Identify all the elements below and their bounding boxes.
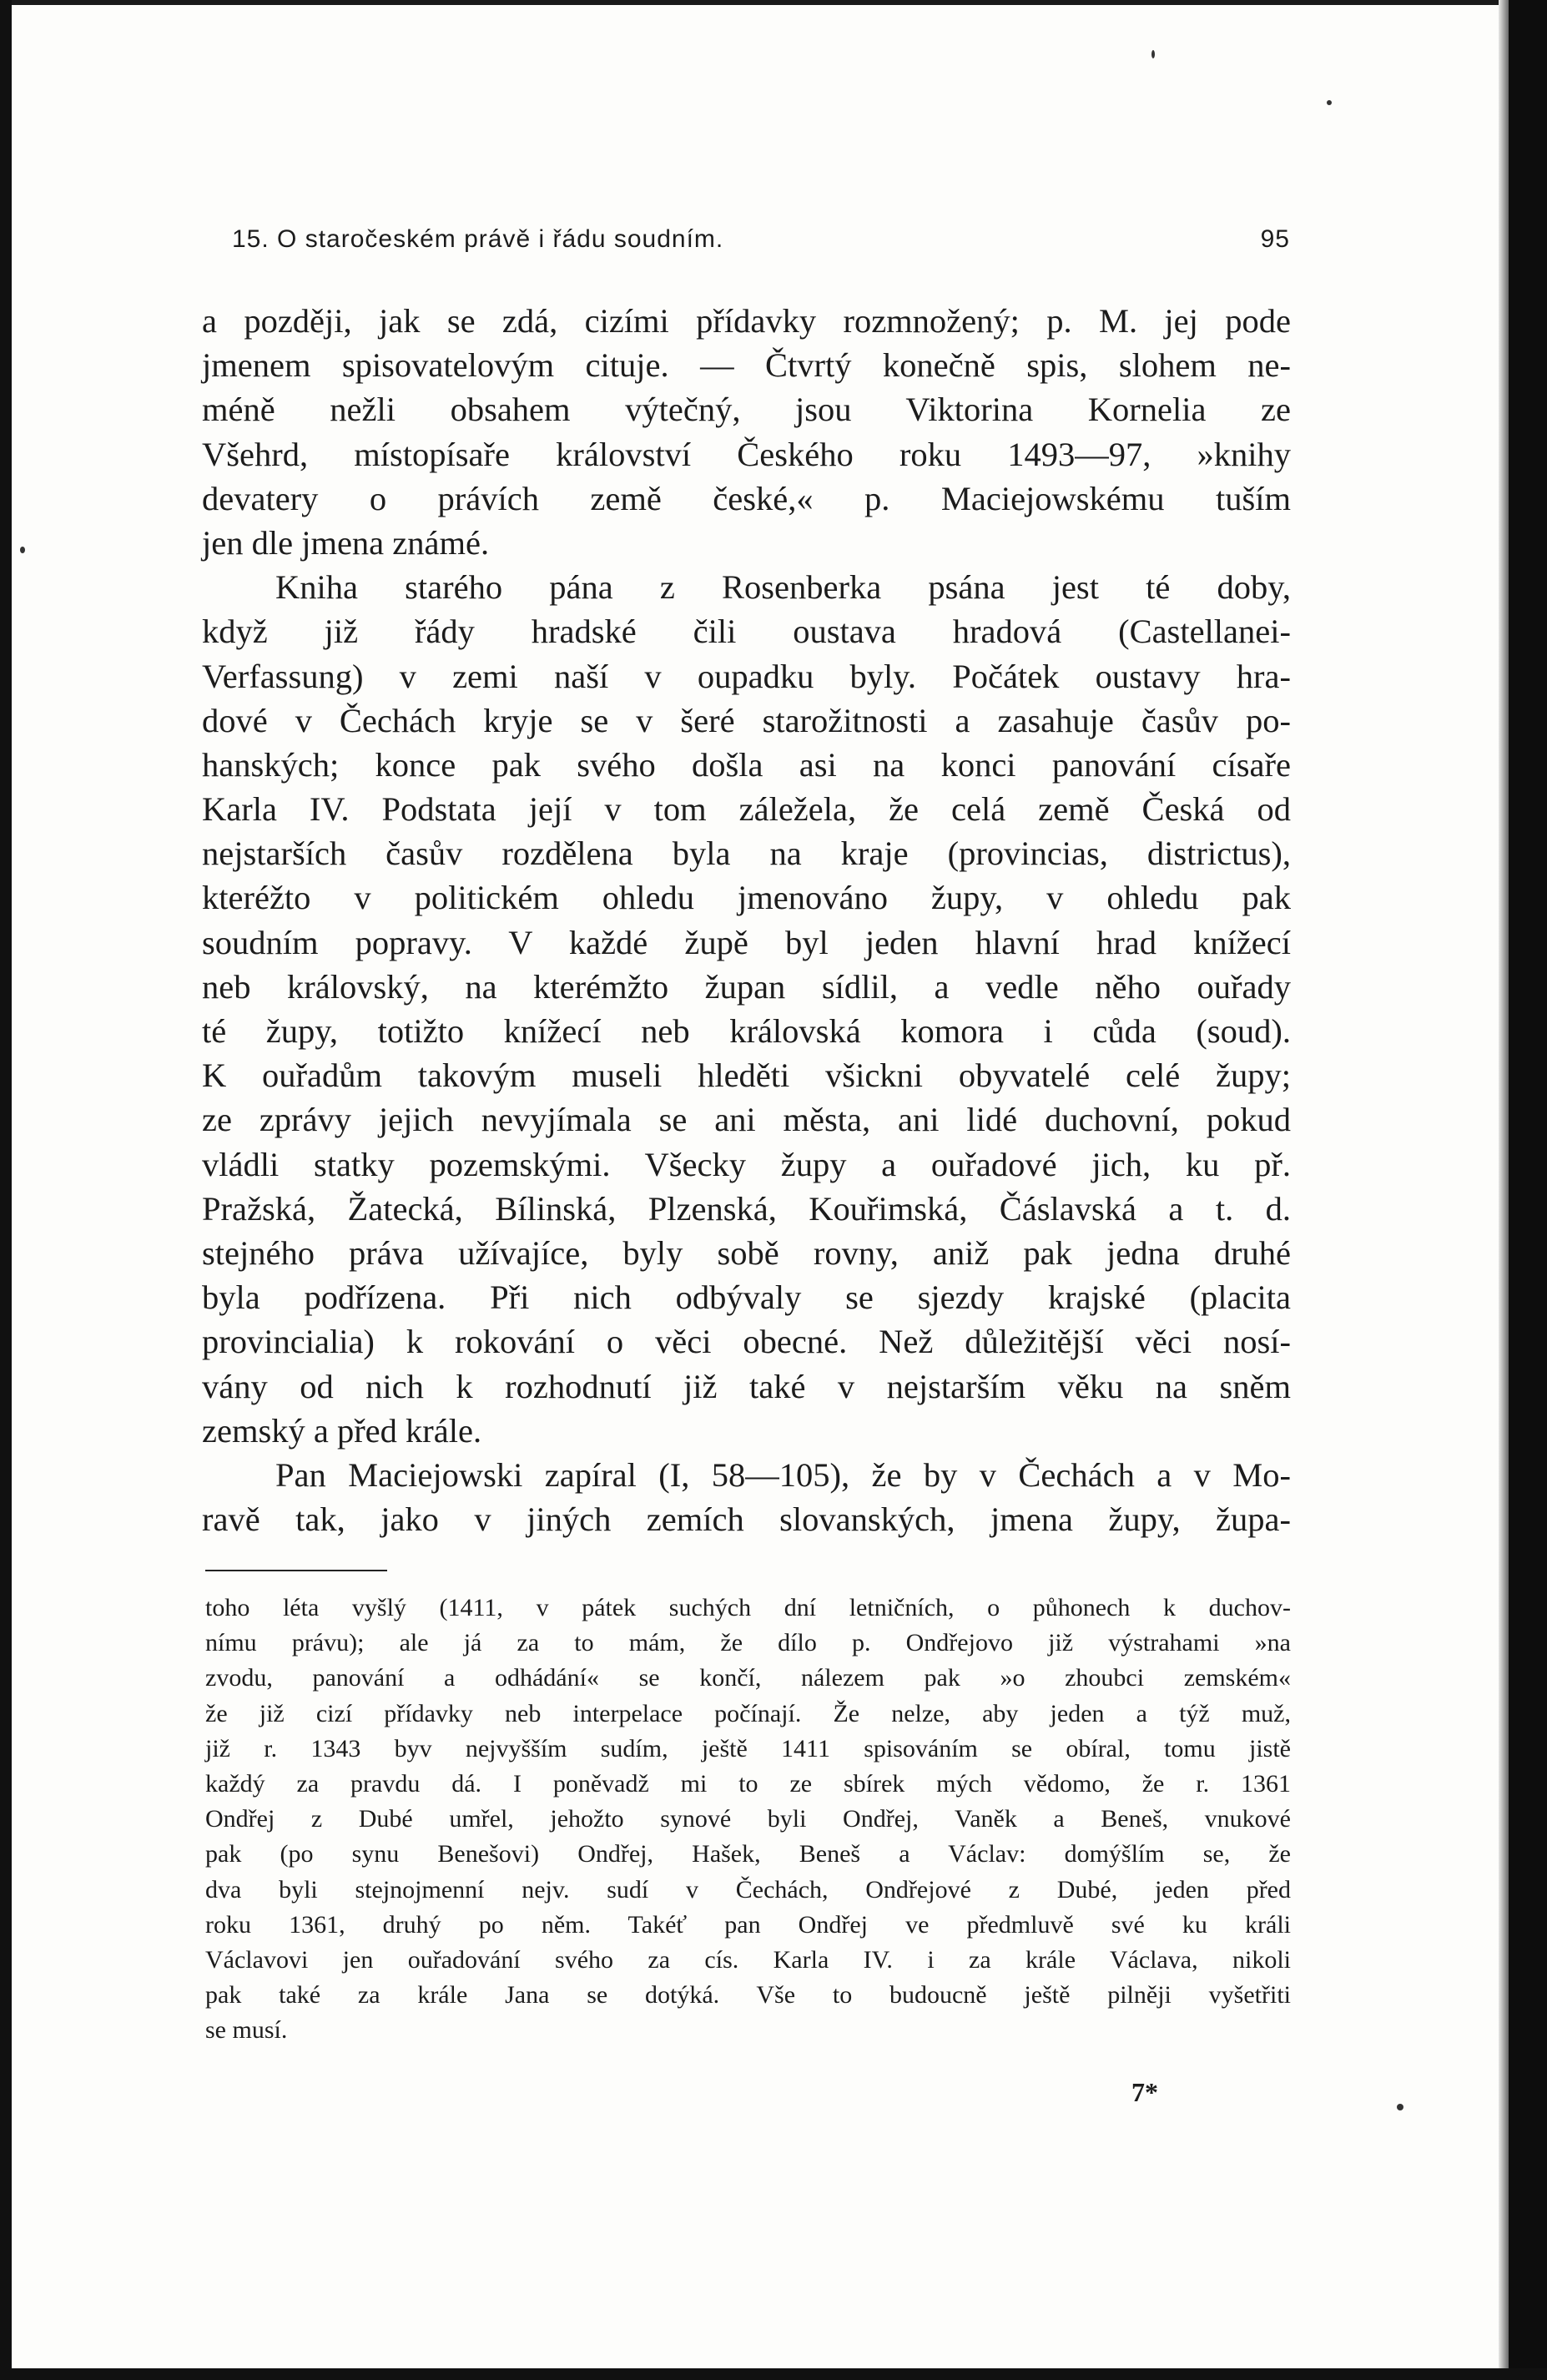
body-line: provincialia) k rokování o věci obecné. Než důležitější věci nosí- <box>202 1323 1291 1361</box>
speck-mark <box>20 547 25 553</box>
body-line: kteréžto v politickém ohledu jmenováno župy, v ohledu pak <box>202 879 1291 917</box>
body-line: hanských; konce pak svého došla asi na konci panování císaře <box>202 745 1291 784</box>
speck-mark <box>1327 100 1332 105</box>
footnote-line: zvodu, panování a odhádání« se končí, nálezem pak »o zhoubci zemském« <box>205 1664 1291 1692</box>
speck-mark <box>1397 2104 1403 2110</box>
body-line: soudním popravy. V každé župě byl jeden hlavní hrad knížecí <box>202 923 1291 961</box>
body-line: nejstarších časův rozdělena byla na kraje (provincias, districtus), <box>202 835 1291 873</box>
footnote-line: se musí. <box>205 2016 288 2045</box>
body-line: Pan Maciejowski zapíral (I, 58—105), že by v Čechách a v Mo- <box>275 1455 1291 1494</box>
body-line: Verfassung) v zemi naší v oupadku byly. Počátek oustavy hra- <box>202 657 1291 695</box>
body-line: a později, jak se zdá, cizími přídavky rozmnožený; p. M. jej pode <box>202 302 1291 340</box>
footnote-line: toho léta vyšlý (1411, v pátek suchých dní letničních, o půhonech k duchov- <box>205 1594 1291 1621</box>
body-line: Karla IV. Podstata její v tom záleželа, že celá země Česká od <box>202 790 1291 829</box>
scan-edge-top <box>0 0 1547 5</box>
body-line: K ouřadům takovým museli hleděti všickni obyvatelé celé župy; <box>202 1056 1291 1095</box>
body-text <box>202 299 1291 1541</box>
footnote-line: již r. 1343 byv nejvyšším sudím, ještě 1411 spisováním se obíral, tomu jistě <box>205 1734 1291 1762</box>
body-line: méně nežli obsahem výtečný, jsou Viktorina Kornelia ze <box>202 391 1291 429</box>
footnote-line: každý za pravdu dá. I poněvadž mi to ze sbírek mých vědomo, že r. 1361 <box>205 1769 1291 1798</box>
footnote-line: roku 1361, druhý po něm. Takéť pan Ondřej ve předmluvě své ku králi <box>205 1910 1291 1939</box>
footnote-line: pak (po synu Benešovi) Ondřej, Hašek, Beneš a Václav: domýšlím se, že <box>205 1840 1291 1868</box>
footnote-line: dva byli stejnojmenní nejv. sudí v Čechách, Ondřejové z Dubé, jeden před <box>205 1875 1291 1903</box>
body-line: jen dle jmena známé. <box>202 523 490 562</box>
footnote-line: pak také za krále Jana se dotýká. Vše to budoucně ještě pilněji vyšetřiti <box>205 1981 1291 2009</box>
body-line: ravě tak, jako v jiných zemích slovanských, jmena župy, župa- <box>202 1500 1291 1539</box>
body-line: byla podřízena. Při nich odbývaly se sjezdy krajské (placita <box>202 1278 1291 1317</box>
running-header <box>232 225 1290 254</box>
footnote-line: Václavovi jen ouřadování svého za cís. Karla IV. i za krále Václava, nikoli <box>205 1945 1291 1974</box>
body-line: devatery o právích země české,« p. Maciejowskému tuším <box>202 479 1291 517</box>
body-line: vány od nich k rozhodnutí již také v nejstarším věku na sněm <box>202 1367 1291 1405</box>
body-line: Kniha starého pána z Rosenberka psána jest té doby, <box>275 568 1291 607</box>
footnote-line: že již cizí přídavky neb interpelace počínají. Že nelze, aby jeden a týž muž, <box>205 1699 1291 1727</box>
scan-edge-left <box>0 0 12 2380</box>
body-line: když již řády hradské čili oustava hradová (Castellanei- <box>202 613 1291 651</box>
body-line: neb královský, na kterémžto župan sídlil, a vedle něho ouřady <box>202 967 1291 1006</box>
body-line: Všehrd, místopísaře království Českého roku 1493—97, »knihy <box>202 435 1291 473</box>
header-title: 15. O staročeském právě i řádu soudním. <box>232 225 724 253</box>
body-line: stejného práva užívajíce, byly sobě rovny, aniž pak jedna druhé <box>202 1233 1291 1272</box>
page-shadow-right <box>1499 0 1509 2380</box>
body-line: zemský a před krále. <box>202 1411 482 1450</box>
footnote-line: nímu právu); ale já za to mám, že dílo p. Ondřejovo již výstrahami »na <box>205 1629 1291 1657</box>
footnote-line: Ondřej z Dubé umřel, jehožto synové byli Ondřej, Vaněk a Beneš, vnukové <box>205 1805 1291 1833</box>
body-line: Pražská, Žatecká, Bílinská, Plzenská, Kouřimská, Čáslavská a t. d. <box>202 1189 1291 1228</box>
body-line: vládli statky pozemskými. Všecky župy a ouřadové jich, ku př. <box>202 1145 1291 1183</box>
footnote-text <box>205 1591 1291 2048</box>
body-line: té župy, totižto knížecí neb královská komora i cůda (soud). <box>202 1012 1291 1050</box>
body-line: ze zprávy jejich nevyjímala se ani města, ani lidé duchovní, pokud <box>202 1101 1291 1139</box>
page-number: 95 <box>1260 225 1290 253</box>
body-line: jmenem spisovatelovým cituje. — Čtvrtý konečně spis, slohem ne- <box>202 346 1291 385</box>
scan-edge-bottom <box>0 2368 1547 2380</box>
body-line: dové v Čechách kryje se v šeré starožitnosti a zasahuje časův po- <box>202 701 1291 739</box>
speck-mark <box>1151 50 1155 58</box>
scan-edge-right <box>1509 0 1547 2380</box>
signature-mark: 7* <box>1131 2077 1158 2107</box>
footnote-divider <box>205 1570 387 1571</box>
